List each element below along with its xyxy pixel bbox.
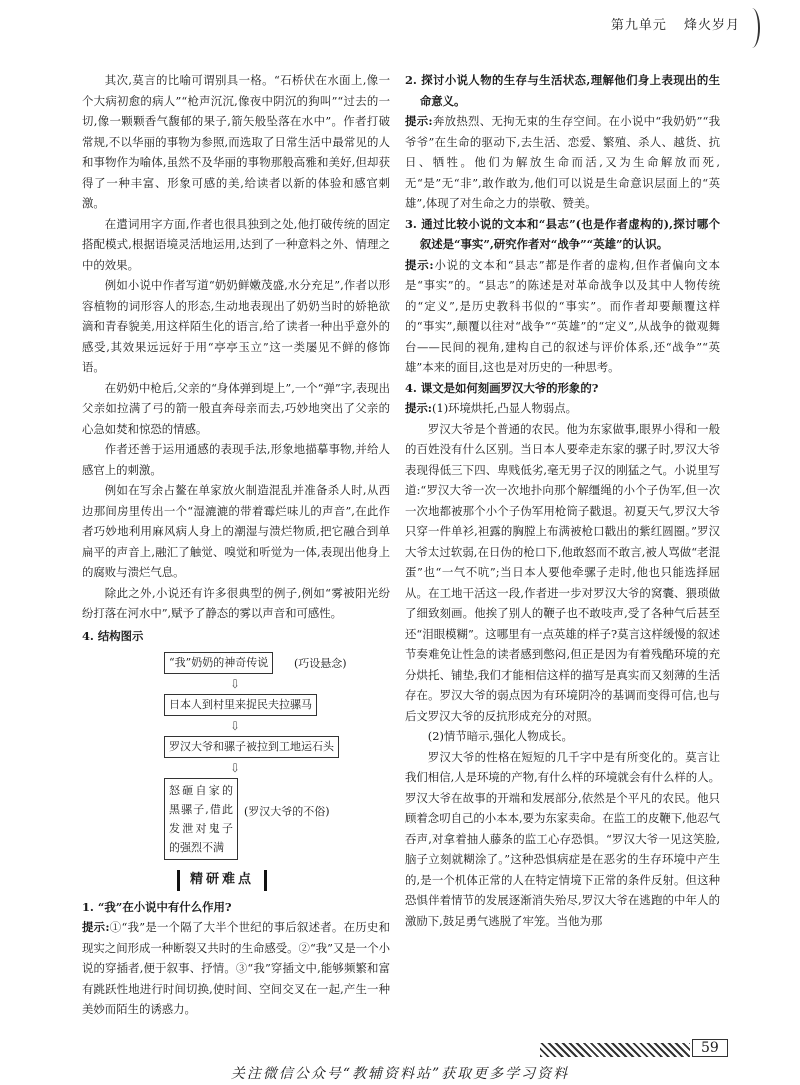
answer-4-subhead: (2)情节暗示,强化人物成长。 xyxy=(427,729,573,743)
section-banner: 精研难点 xyxy=(177,870,267,891)
paragraph: 罗汉大爷是个普通的农民。他为东家做事,眼界小得和一般的百姓没有什么区别。当日本人要牵走东家的骡子时,罗汉大爷表现得低三下四、卑贱低劣,毫无男子汉的刚猛之气。小说里写道:“罗汉大爷一次一次地扑向那个解缰绳的小个子伪军,但一次一次地都被那个小个子伪军用枪筒子戳退。初夏天气,罗汉大爷只穿一件单衫,袒露的胸膛上布满被枪口戳出的紫红圆圈。”罗汉大爷太过软弱,在日伪的枪口下,他敢怒而不敢言,被人骂做“老混蛋”也“一气不吭”;当日本人要他牵骡子走时,他也只能选择屈从。在工地干活这一段,作者进一步对罗汉大爷的窝囊、猥琐做了细致刻画。他挨了别人的鞭子也不敢吱声,受了各种气后甚至还“泪眼模糊”。这哪里有一点英雄的样子?莫言这样缓慢的叙述节奏难免让性急的读者感到憋闷,但正是因为有着残酷环境的充分烘托、铺垫,我们才能相信这样的描写是真实而又刻薄的生活存在。罗汉大爷的弱点因为有环境阴冷的基调而变得可信,也与后文罗汉大爷的反抗形成充分的对照。 xyxy=(405,421,720,723)
paragraph: 在奶奶中枪后,父亲的“身体弹到堤上”,一个“弹”字,表现出父亲如拉满了弓的箭一般直奔母亲而去,巧妙地突出了父亲的心急如焚和惊恐的情感。 xyxy=(82,380,390,436)
answer-3: 提示:小说的文本和“县志”都是作者的虚构,但作者偏向文本是“事实”的。“县志”的陈述是对革命战争以及其中人物传统的“定义”,是历史教科书似的“事实”。而作者却要颠覆这样的“事实”,颠覆以往对“战争”“英雄”的“定义”,从战争的微观舞台——民间的视角,建构自己的叙述与评价体系,还“战争”“英雄”本来的面目,这也是对历史的一种思考。 xyxy=(405,257,720,374)
structure-diagram xyxy=(82,650,390,862)
question-4: 4. 课文是如何刻画罗汉大爷的形象的? xyxy=(405,380,599,395)
answer-4-head: 提示:(1)环境烘托,凸显人物弱点。 xyxy=(405,401,578,415)
paragraph: 作者还善于运用通感的表现手法,形象地描摹事物,并给人感官上的刺激。 xyxy=(82,442,390,477)
diagram-note-suspense: (巧设悬念) xyxy=(294,657,347,670)
page-header xyxy=(599,14,740,33)
down-arrow-icon: ⇩ xyxy=(230,761,241,775)
left-column xyxy=(82,70,390,1020)
question-2: 2. 探讨小说人物的生存与生活状态,理解他们身上表现出的生命意义。 xyxy=(405,73,720,108)
paragraph: 例如小说中作者写道“奶奶鲜嫩茂盛,水分充足”,作者以形容植物的词形容人的形态,生动地表现出了奶奶当时的娇艳欲滴和青春貌美,用这样陌生化的语言,给了读者一种出乎意外的感受,其效果远远好于用“亭亭玉立”这一类屡见不鲜的修饰语。 xyxy=(82,278,390,374)
page-number: 59 xyxy=(692,1039,728,1057)
question-3: 3. 通过比较小说的文本和“县志”(也是作者虚构的),探讨哪个叙述是“事实”,研究作者对“战争”“英雄”的认识。 xyxy=(405,216,720,251)
diagram-box-japanese: 日本人到村里来捉民夫拉骡马 xyxy=(164,694,317,716)
paragraph: 除此之外,小说还有许多很典型的例子,例如“雾被阳光纷纷打落在河水中”,赋予了静态的雾以声音和可感性。 xyxy=(82,585,390,620)
paragraph: 罗汉大爷的性格在短短的几千字中是有所变化的。莫言让我们相信,人是环境的产物,有什么样的环境就会有什么样的人。罗汉大爷在故事的开端和发展部分,依然是个平凡的农民。他只顾着念叨自己的小本本,要为东家卖命。在监工的皮鞭下,他忍气吞声,对拿着抽人藤条的监工心存恐惧。“罗汉大爷一见这笑脸,脑子立刻就糊涂了。”这种恐惧病症是在恶劣的生存环境中产生的,是一个机体正常的人在特定情境下正常的条件反射。但这种恐惧伴着情节的发展逐渐消失殆尽,罗汉大爷在逃跑的中年人的激励下,鼓足勇气逃脱了牢笼。当他为那 xyxy=(405,749,720,928)
diagram-box-legend: “我”奶奶的神奇传说 xyxy=(164,652,273,674)
diagram-box-mule: 怒砸自家的黑骡子,借此发泄对鬼子的强烈不满 xyxy=(164,778,238,860)
down-arrow-icon: ⇩ xyxy=(230,677,241,691)
down-arrow-icon: ⇩ xyxy=(230,719,241,733)
unit-label: 第九单元 xyxy=(610,18,667,33)
question-1: 1. “我”在小说中有什么作用? xyxy=(82,899,232,914)
right-column xyxy=(405,70,720,931)
answer-1: 提示:①“我”是一个隔了大半个世纪的事后叙述者。在历史和现实之间形成一种断裂又共时的生命感受。②“我”又是一个小说的穿插者,便于叙事、抒情。③“我”穿插文中,能够频繁和富有跳跃性地进行时间切换,使时间、空间交叉在一起,产生一种美妙而陌生的诱惑力。 xyxy=(82,920,390,1016)
header-decoration xyxy=(744,8,760,48)
page-number-stripes xyxy=(540,1043,690,1057)
structure-heading: 4. 结构图示 xyxy=(82,628,144,643)
paragraph: 在遣词用字方面,作者也很具独到之处,他打破传统的固定搭配模式,根据语境灵活地运用,达到了一种意料之外、情理之中的效果。 xyxy=(82,216,390,272)
paragraph: 其次,莫言的比喻可谓别具一格。“石桥伏在水面上,像一个大病初愈的病人”“枪声沉沉,像夜中阴沉的狗叫”“过去的一切,像一颗颗香气馥郁的果子,箭矢般坠落在水中”。作者打破常规,不以华丽的事物为参照,而选取了日常生活中最常见的人和事物作为喻体,虽然不及华丽的事物那般高雅和美好,但却获得了一种丰富、形象可感的美,给读者以新的体验和感官刺激。 xyxy=(82,73,390,210)
diagram-note-luohan: (罗汉大爷的不俗) xyxy=(244,805,330,818)
diagram-box-luohan: 罗汉大爷和骡子被拉到工地运石头 xyxy=(164,736,339,758)
answer-2: 提示:奔放热烈、无拘无束的生存空间。在小说中“我奶奶”“我爷爷”在生命的驱动下,去生活、恋爱、繁殖、杀人、越货、抗日、牺牲。他们为解放生命而活,又为生命解放而死,无“是”无“非”,敢作敢为,他们可以说是生命意识层面上的“英雄”,体现了对生命之力的崇敬、赞美。 xyxy=(405,114,720,210)
footer-text: 关注微信公众号“教辅资料站”获取更多学习资料 xyxy=(230,1066,570,1082)
paragraph: 例如在写余占鳌在单家放火制造混乱并准备杀人时,从西边那间房里传出一个“湿漉漉的带着霉烂味儿的声音”,在此作者巧妙地利用麻风病人身上的潮湿与溃烂物质,把它融合到单扁平的声音上,融汇了触觉、嗅觉和听觉为一体,表现出他身上的腐败与溃烂气息。 xyxy=(82,483,390,579)
unit-theme: 烽火岁月 xyxy=(683,18,740,33)
